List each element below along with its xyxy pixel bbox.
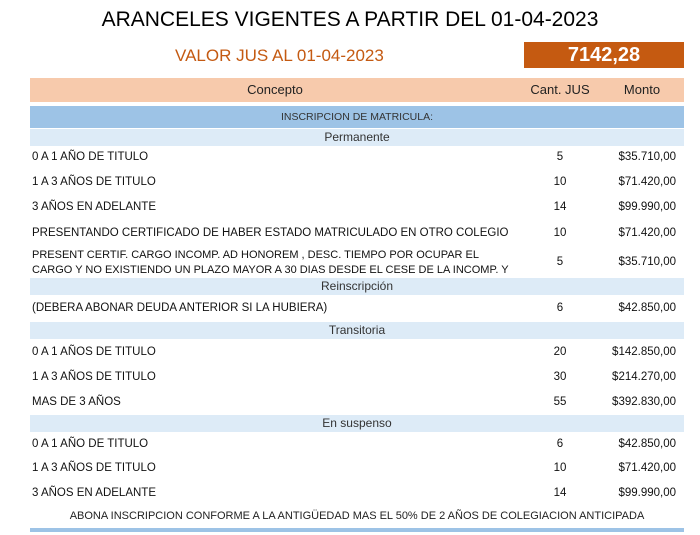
header-cant: Cant. JUS <box>530 82 590 97</box>
row-cant: 14 <box>553 201 567 213</box>
row-monto: $99.990,00 <box>618 201 676 213</box>
jus-value: 7142,28 <box>524 42 684 68</box>
header-concepto: Concepto <box>247 82 303 97</box>
row-monto: $71.420,00 <box>618 227 676 239</box>
row-concepto: 1 A 3 AÑOS DE TITULO <box>32 371 156 383</box>
row-cant: 5 <box>556 256 564 268</box>
table-header <box>30 78 684 102</box>
row-concepto: MAS DE 3 AÑOS <box>32 396 121 408</box>
row-monto: $392.830,00 <box>612 396 676 408</box>
footnote: ABONA INSCRIPCION CONFORME A LA ANTIGÜEDAD MAS EL 50% DE 2 AÑOS DE COLEGIACION ANTICIPADA <box>69 510 645 522</box>
subsection-transitoria: Transitoria <box>30 322 684 339</box>
row-cant: 14 <box>553 487 567 499</box>
row-cant: 55 <box>553 396 567 408</box>
row-cant: 10 <box>553 227 567 239</box>
row-concepto: PRESENT CERTIF. CARGO INCOMP. AD HONOREM , DESC. TIEMPO POR OCUPAR EL CARGO Y NO EXISTIENDO UN PLAZO MAYOR A 30 DIAS DESDE EL CESE DE LA INCOMP. Y <box>32 249 509 276</box>
row-monto: $142.850,00 <box>612 346 676 358</box>
section-inscripcion: INSCRIPCION DE MATRICULA: <box>30 106 684 128</box>
row-monto: $214.270,00 <box>612 371 676 383</box>
row-cant: 10 <box>553 176 567 188</box>
row-concepto: 1 A 3 AÑOS DE TITULO <box>32 176 156 188</box>
page-title: ARANCELES VIGENTES A PARTIR DEL 01-04-2023 <box>101 8 599 31</box>
row-monto: $99.990,00 <box>618 487 676 499</box>
row-monto: $35.710,00 <box>618 151 676 163</box>
row-concepto: 0 A 1 AÑO DE TITULO <box>32 151 149 163</box>
row-concepto: 3 AÑOS EN ADELANTE <box>32 201 156 213</box>
row-concepto: 3 AÑOS EN ADELANTE <box>32 487 156 499</box>
jus-label: VALOR JUS AL 01-04-2023 <box>175 46 384 65</box>
row-monto: $42.850,00 <box>618 302 676 314</box>
header-monto: Monto <box>623 82 661 97</box>
row-monto: $35.710,00 <box>618 256 676 268</box>
row-concepto: (DEBERA ABONAR DEUDA ANTERIOR SI LA HUBIERA) <box>32 302 328 314</box>
row-cant: 20 <box>553 346 567 358</box>
row-cant: 5 <box>556 151 564 163</box>
row-cant: 10 <box>553 462 567 474</box>
row-cant: 6 <box>556 438 564 450</box>
row-monto: $42.850,00 <box>618 438 676 450</box>
row-monto: $71.420,00 <box>618 176 676 188</box>
row-concepto: 0 A 1 AÑOS DE TITULO <box>32 346 156 358</box>
subsection-reinscripcion: Reinscripción <box>30 278 684 295</box>
row-concepto: 0 A 1 AÑO DE TITULO <box>32 438 149 450</box>
bottom-rule <box>30 528 684 532</box>
row-concepto: 1 A 3 AÑOS DE TITULO <box>32 462 156 474</box>
row-monto: $71.420,00 <box>618 462 676 474</box>
subsection-en-suspenso: En suspenso <box>30 415 684 432</box>
row-concepto: PRESENTANDO CERTIFICADO DE HABER ESTADO MATRICULADO EN OTRO COLEGIO <box>32 227 509 239</box>
row-cant: 6 <box>556 302 564 314</box>
subsection-permanente: Permanente <box>30 129 684 146</box>
row-cant: 30 <box>553 371 567 383</box>
